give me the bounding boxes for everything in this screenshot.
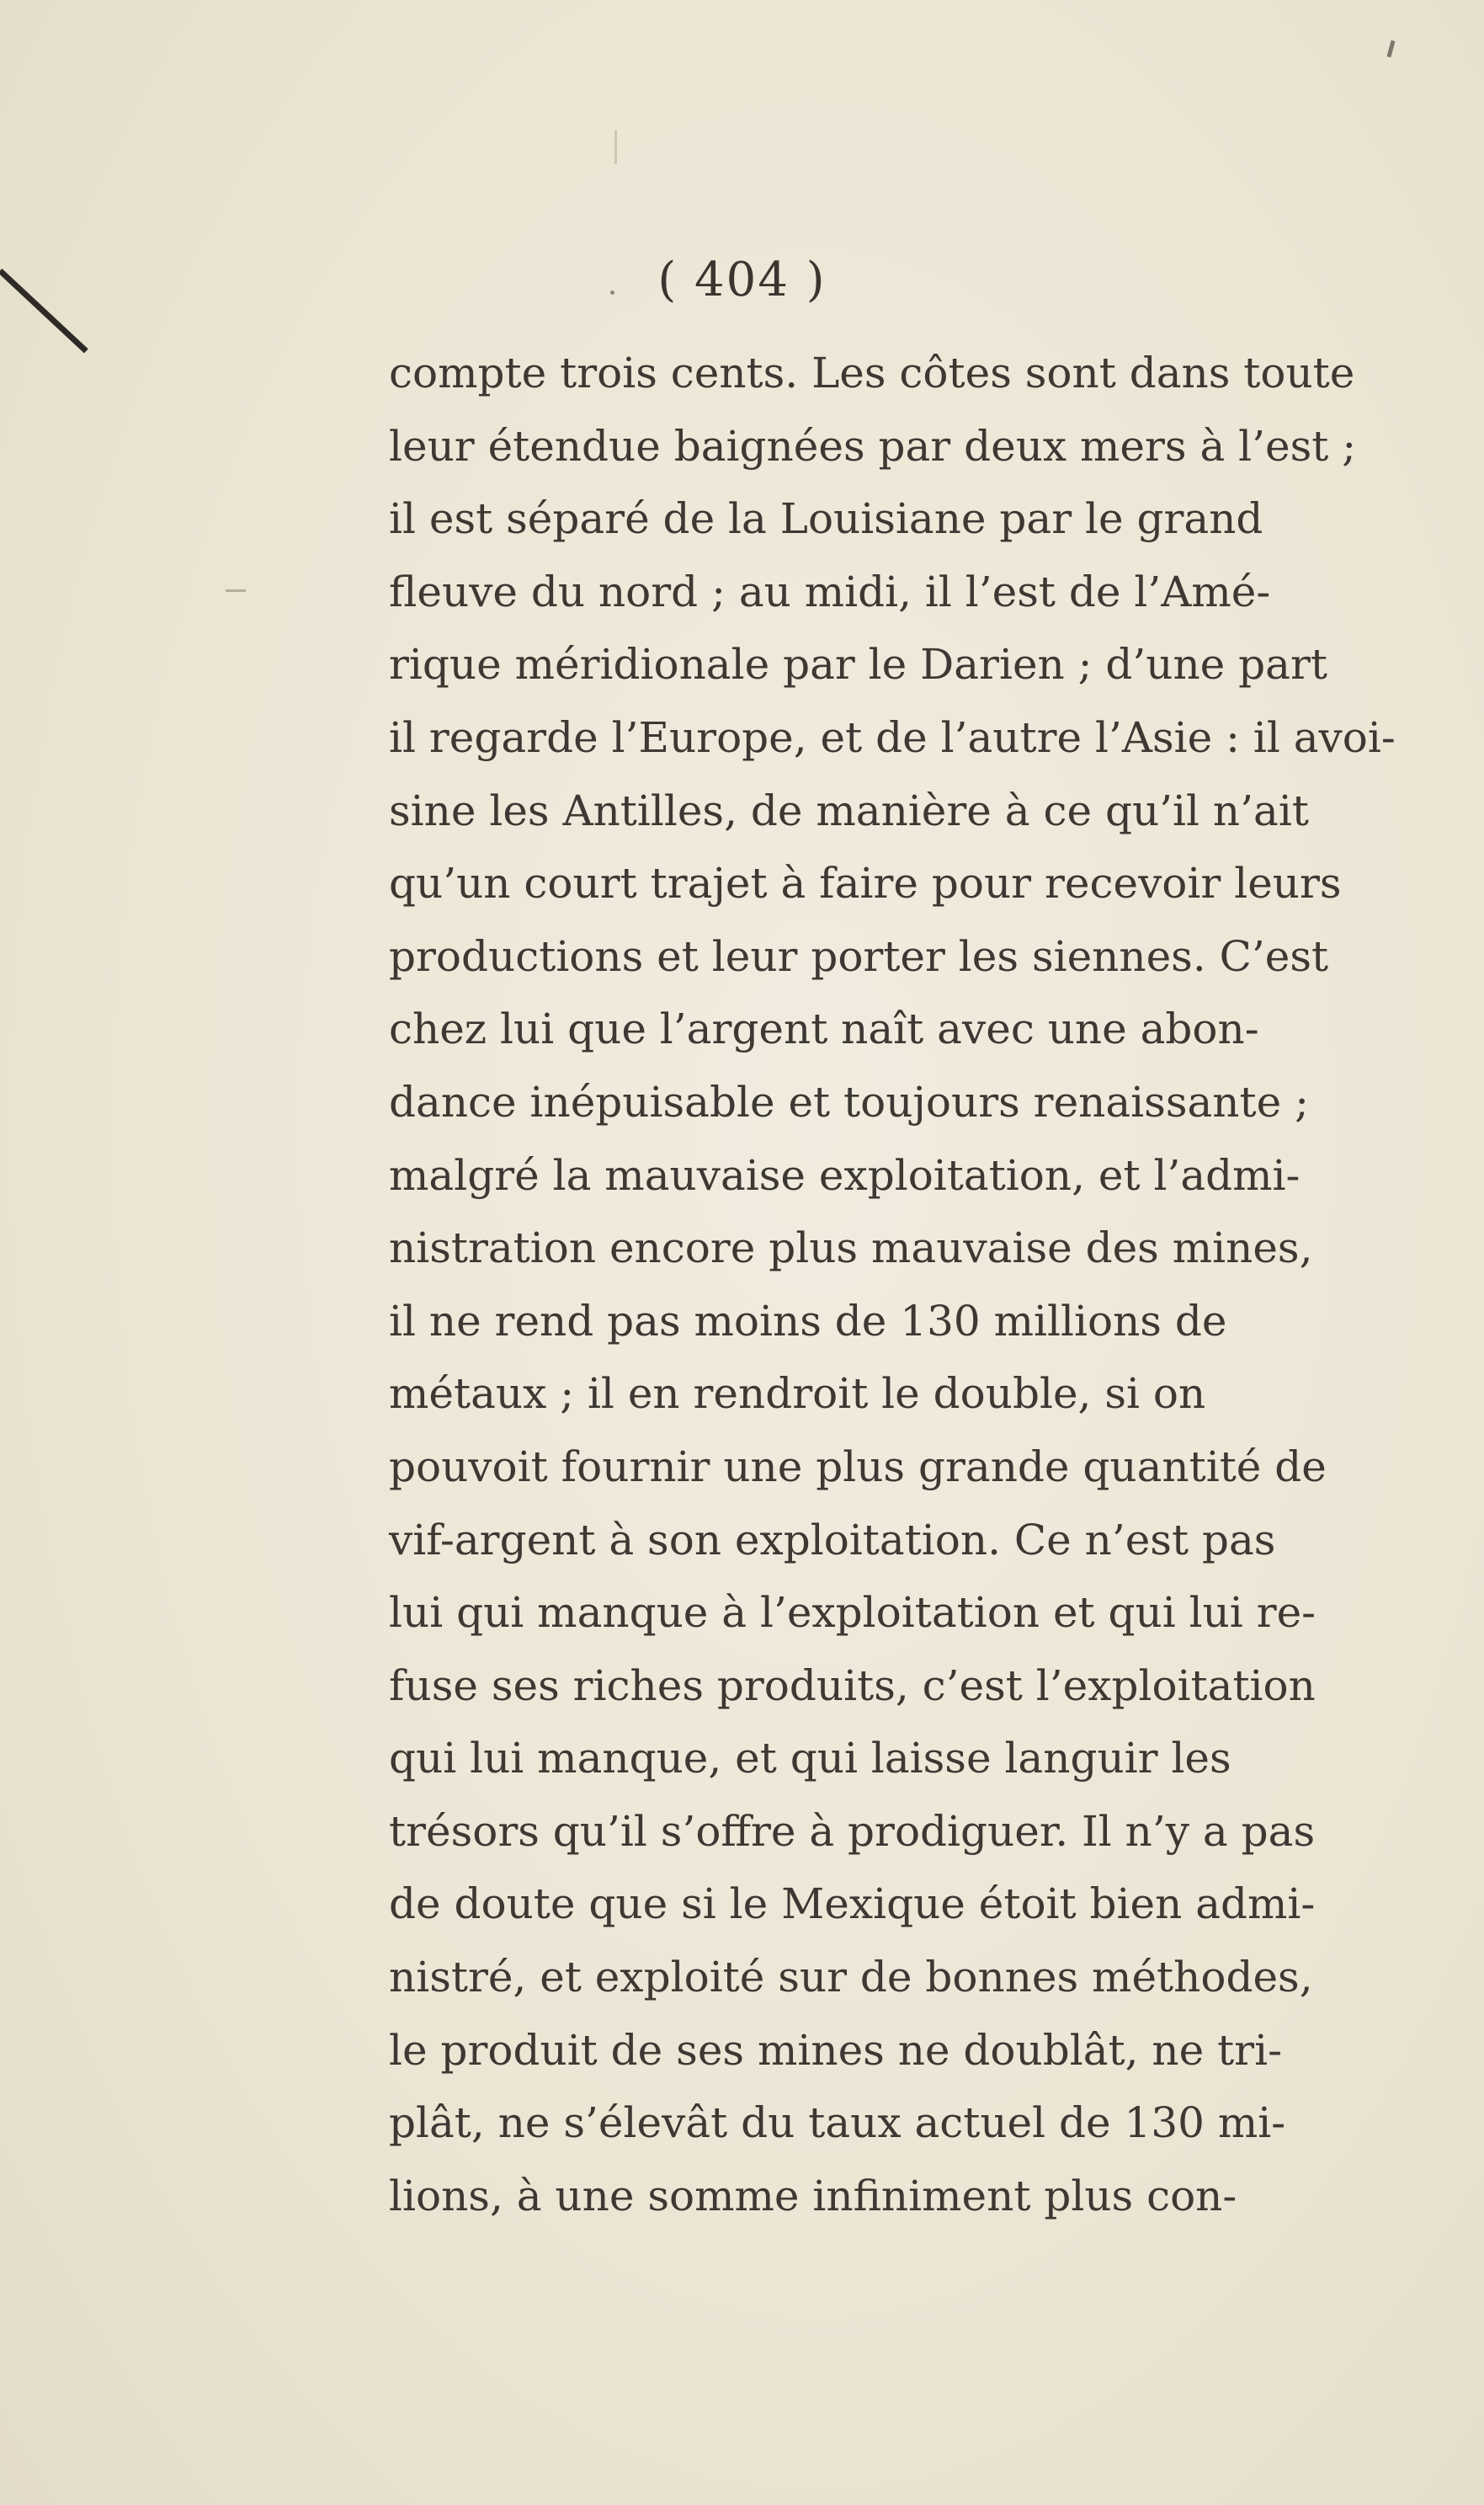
text-line: malgré la mauvaise exploitation, et l’admi-	[389, 1150, 1300, 1200]
scan-mark	[1386, 40, 1395, 58]
text-line: nistré, et exploité sur de bonnes méthodes,	[389, 1953, 1313, 2002]
body-text	[389, 337, 1399, 2232]
text-line: lui qui manque à l’exploitation et qui lui re-	[389, 1588, 1316, 1638]
text-line: trésors qu’il s’offre à prodiguer. Il n’y a pas	[389, 1806, 1316, 1856]
text-line: leur étendue baignées par deux mers à l’est ;	[389, 421, 1357, 471]
text-line: compte trois cents. Les côtes sont dans toute	[389, 349, 1355, 397]
text-line: fleuve du nord ; au midi, il l’est de l’Amé-	[389, 567, 1271, 616]
text-line: vif-argent à son exploitation. Ce n’est pas	[389, 1515, 1276, 1564]
text-line: plât, ne s’élevât du taux actuel de 130 mi-	[389, 2098, 1286, 2148]
page-number: ( 404 )	[657, 253, 827, 307]
text-line: il ne rend pas moins de 130 millions de	[389, 1296, 1227, 1346]
scan-mark	[226, 589, 246, 592]
text-line: dance inépuisable et toujours renaissante ;	[389, 1077, 1309, 1127]
text-line: lions, à une somme infiniment plus con-	[389, 2171, 1237, 2220]
text-line: pouvoit fournir une plus grande quantité de	[389, 1442, 1327, 1491]
text-line: nistration encore plus mauvaise des mines,	[389, 1223, 1313, 1273]
text-line: chez lui que l’argent naît avec une abon-	[389, 1005, 1259, 1054]
scan-mark	[614, 131, 617, 164]
text-line: productions et leur porter les siennes. C’est	[389, 931, 1329, 981]
text-line: sine les Antilles, de manière à ce qu’il n’ait	[389, 786, 1309, 835]
text-line: de doute que si le Mexique étoit bien admi-	[389, 1879, 1316, 1929]
text-line: qu’un court trajet à faire pour recevoir leurs	[389, 859, 1342, 909]
text-line: métaux ; il en rendroit le double, si on	[389, 1369, 1206, 1419]
text-line: qui lui manque, et qui laisse languir les	[389, 1734, 1231, 1783]
text-line: le produit de ses mines ne doublât, ne tri-	[389, 2025, 1282, 2075]
text-line: il est séparé de la Louisiane par le grand	[389, 494, 1263, 544]
text-line: il regarde l’Europe, et de l’autre l’Asie : il avoi-	[389, 712, 1396, 762]
text-line: fuse ses riches produits, c’est l’exploitation	[389, 1660, 1316, 1710]
text-line: rique méridionale par le Darien ; d’une part	[389, 640, 1327, 690]
